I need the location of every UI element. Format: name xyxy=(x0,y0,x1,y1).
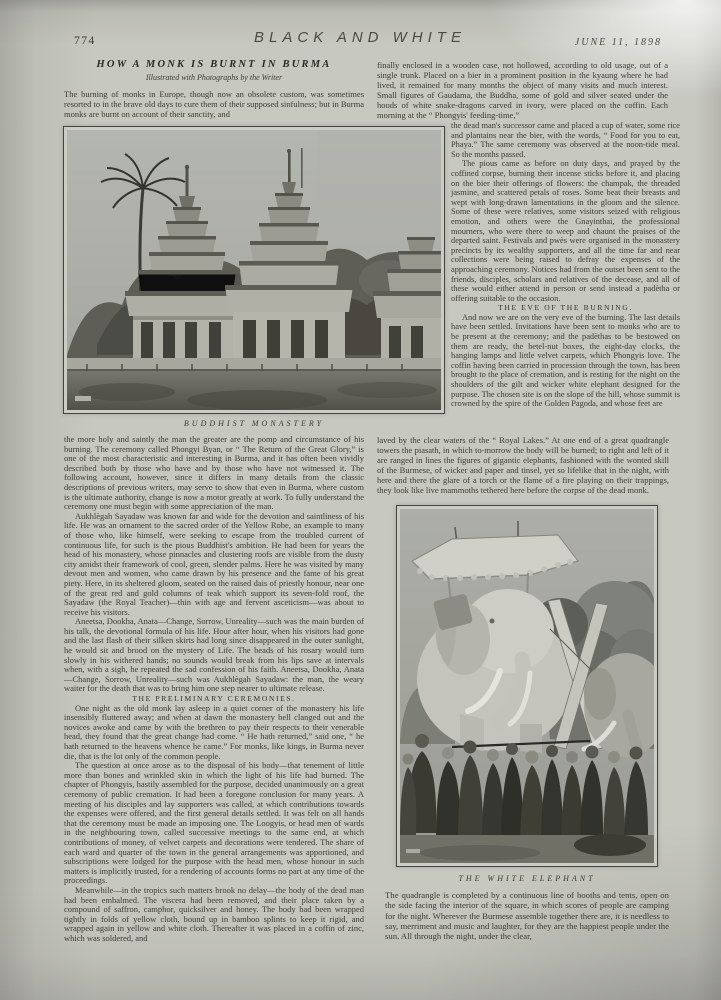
right-column-narrow xyxy=(451,121,680,409)
section-heading-preliminary: THE PRELIMINARY CEREMONIES. xyxy=(132,694,296,704)
section-heading-eve: THE EVE OF THE BURNING. xyxy=(498,303,633,313)
masthead: BLACK AND WHITE xyxy=(254,29,466,46)
right-column-top xyxy=(377,61,668,120)
monastery-caption: BUDDHIST MONASTERY xyxy=(183,419,325,428)
paragraph: Meanwhile—in the tropics such matters brook no delay—the body of the dead man had been embalmed. The viscera had been removed, and their place taken by a compound of saffron, camphor, quicksilver and honey. The body had been wrapped tightly in folds of yellow cloth, bound up in bamboo splints to keep it rigid, and wrapped again in yellow and white cloth. Thereafter it was placed in a coffin of zinc, which was soldered, and xyxy=(64,884,364,943)
monastery-photo xyxy=(63,126,445,414)
intro-paragraph xyxy=(64,90,364,120)
white-elephant-caption: THE WHITE ELEPHANT xyxy=(458,874,596,883)
paragraph: Aukhlègah Sayadaw was known far and wide for the devotion and saintliness of his life. He was an ornament to the sacred order of the Yellow Robe, an example to many of those who, like himself, were seeking to escape from the troubled current of continuous life, for such is the pious Buddhist's ambition. He had been for years the head of his monastery, whose pinnacles and clustering roofs are visible from the dusty city amidst their framework of cool, green, slender palms. Here he was visited by many devout men and women, who came drawn by his presence and the fame of his great piety. Here, in its sheltered gloom, seated on the raised dais of priestly honour, near one of the great red and gold columns of teak which support its seven-fold roof, the Sayadaw (the Royal Teacher)—thin with age and fervent asceticism—was about to receive his visitors. xyxy=(64,510,364,617)
paragraph: laved by the clear waters of the “ Royal Lakes.” At one end of a great quadrangle towers the piasath, in which to-morrow the body will be burned; to right and left of it are ranged in lines the figures of gigantic elephants, fashioned with the wonted skill of the Burmese, of wicker and paper and tinsel, yet so lifelike that in the night, with here and there the glare of a torch or the flame of a fire playing on their trappings, they look like live mammoths tethered here before the corpse of the dead monk. xyxy=(377,435,669,495)
white-elephant-photo-art xyxy=(400,509,654,863)
paragraph: The quadrangle is completed by a continuous line of booths and tents, open on the side facing the interior of the square, in which scores of people are camping for the night. Wherever the Burmese assemble together there are, it is needless to say, merriment and music and laughter, for they are the happiest people under the sun. All through the night, under the clear, xyxy=(385,890,669,942)
paragraph: And now we are on the very eve of the burning. The last details have been settled. Invitations have been sent to monks who are to be present at the ceremony; and the padèthas to be bestowed on them are ready, the betel-nut boxes, the eight-day clocks, the hanging lamps and little velvet carpets, which Phongyis love. The coffin having been carried in procession through the town, has been brought to the place of cremation, and is resting for the night on the shoulders of the gilt and wicker white elephant designed for the purpose. The chosen site is on the slope of the hill, whose summit is crowned by the spire of the Golden Pagoda, and whose feet are xyxy=(451,312,680,409)
paragraph: the more holy and saintly the man the greater are the pomp and circumstance of his burning. The ceremony called Phongyi Byan, or “ The Return of the Great Glory,” is one of the most characteristic and interesting in Burma, and it has often been vividly described both by those who have and by those who have not witnessed it. The following account, however, since it differs in many details from the classic descriptions of previous writers, may serve to show that even in Burma, where custom is the ultimate authority, change is now a motor greatly at work. To fully understand the ceremony one must begin with some appreciation of the man. xyxy=(64,434,364,512)
white-elephant-photo xyxy=(396,505,658,867)
monastery-photo-art xyxy=(67,130,441,410)
article-header xyxy=(64,59,364,82)
right-column-continuation xyxy=(377,436,669,495)
paragraph: One night as the old monk lay asleep in a quiet corner of the monastery his life insensibly fluttered away; and when at dawn the monastery bell clanged out and the novices awoke and came by with the brethren to pay their respects to their venerable head, they found that the great change had come. “ He hath returned,” said one, “ he hath returned to the heavens whence he came.” For monks, like kings, in Burma never die, that is the lot only of the common people. xyxy=(64,702,364,761)
article-byline: Illustrated with Photographs by the Writer xyxy=(145,73,283,82)
article-title: HOW A MONK IS BURNT IN BURMA xyxy=(96,59,332,70)
paragraph: finally enclosed in a wooden case, not hollowed, according to old usage, out of a single trunk. Placed on a bier in a prominent position in the kyaung where he had lived, it remained for many months the object of many visits and much interest. Small figures of Gaudama, the Buddha, some of gold and silver seated under the hoods of white snake-dragons carved in ivory, were placed on the coffin. Each morning at the “ Phongyis' feeding-time,” xyxy=(377,60,668,120)
paragraph: The question at once arose as to the disposal of his body—that tenement of little more than bones and wrinkled skin in which the light of his life had burned. The chapter of Phongyis, hastily assembled for the purpose, decided unanimously on a great ceremony of public cremation. It had been a foregone conclusion for many years. A meeting of his disciples and lay supporters was called, at which contributions towards the expenses were offered, and the first general details settled. It was felt on all hands that the ceremony must be made an imposing one. The Loogyis, or head men of wards in the neighbouring town, called successive meetings to the same end, at which contributions of money, of velvet carpets and decorations were tendered. The share of each ward and quarter of the town in the general arrangements was apportioned, and subscriptions were lodged for the purpose with the head men, whose honour in such matters is implicitly trusted, for a rendering of accounts forms no part at any time of the proceedings. xyxy=(64,760,364,886)
page-number: 774 xyxy=(74,35,96,47)
paragraph: The burning of monks in Europe, though now an obsolete custom, was sometimes resorted to in the brave old days to cure them of their supposed sinfulness; but in Burma monks are burnt on account of their sanctity, and xyxy=(64,89,364,119)
left-column xyxy=(64,435,364,943)
paragraph: Aneetsa, Dookha, Anata—Change, Sorrow, Unreality—such was the main burden of his talk, the devotional formula of his life. Hour after hour, when his visitors had gone and the last flash of their silken skirts had long since disappeared in the outer sunlight, he would sit and brood on the mystery of Life. The beads of his rosary would turn slowly in his withered hands; no sounds would break from his lips save at intervals when, with a sigh, he repeated the sad confession of his faith. Aneetsa, Dookha, Anata—Change, Sorrow, Unreality—such was Aukhlègah Sayadaw: the man, the weary waiter for the death that was to bring him one step nearer to ultimate release. xyxy=(64,616,364,694)
bottom-paragraph xyxy=(385,890,669,941)
issue-date: JUNE 11, 1898 xyxy=(574,37,662,48)
paragraph: the dead man's successor came and placed a cup of water, some rice and plantains near the bier, with the words, “ Food for you to eat, Phaya.” The same ceremony was observed at the noon-tide meal. So the months passed. xyxy=(451,121,680,159)
paragraph: The pious came as before on duty days, and prayed by the coffined corpse, burning their incense sticks before it, and placing on the bier their offerings of flowers: the champak, the threaded jasmine, and scattered petals of roses. Some beat their breasts and wept with long-drawn lamentations in the gloom and the silence. Some of these were relatives, some visitors seized with religious emotion, and others were the Gnayinthai, the professional mourners, who were there to weep and chaunt the praises of the departed saint. Festivals and pwès were organised in the monastery precincts by its wealthy supporters, and all the time far and near collections were being raised to defray the expenses of the approaching ceremony. Notices had from the outset been sent to the friends, disciples, scholars and relatives of the decease, and all of these would either attend in person or send instead a padètha or offering suitable to the occasion. xyxy=(451,159,680,303)
